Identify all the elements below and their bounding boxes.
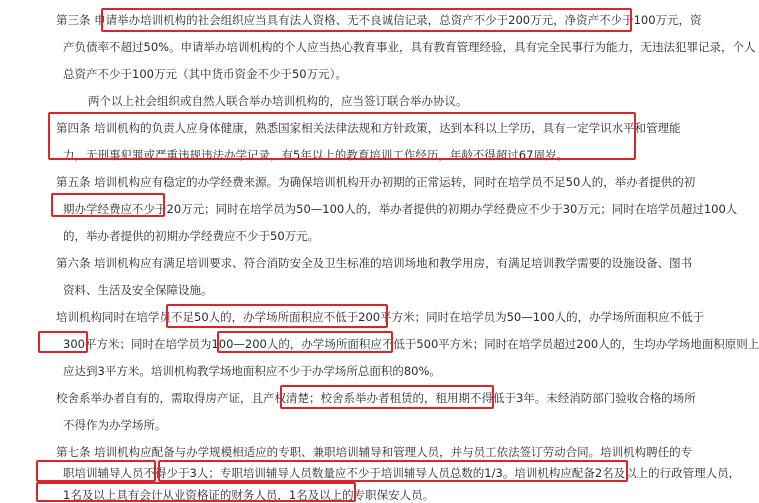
text-line: 第七条 培训机构应配备与办学规模相适应的专职、兼职培训辅导和管理人员，并与员工依法签订劳动合同。培训机构聘任的专: [56, 445, 693, 459]
text-line: 职培训辅导人员不得少于3人；专职培训辅导人员数量应不少于培训辅导人员总数的1/3。培训机构应配备2名及以上的行政管理人员，: [63, 466, 741, 480]
text-line: 校舍系举办者自有的，需取得房产证，且产权清楚；校舍系举办者租赁的，租用期不得低于3年。未经消防部门验收合格的场所: [56, 391, 696, 405]
text-line: 力，无刑事犯罪或严重违规违法办学记录，有5年以上的教育培训工作经历，年龄不得超过67周岁。: [63, 148, 568, 162]
text-line: 300平方米；同时在培学员为100—200人的，办学场所面积应不低于500平方米；同时在培学员超过200人的，生均办学场地面积原则上: [63, 337, 759, 351]
text-line: 总资产不少于100万元（其中货币资金不少于50万元）。: [63, 67, 347, 81]
text-line: 资料、生活及安全保障设施。: [63, 283, 213, 297]
text-line: 应达到3平方米。培训机构教学场地面积应不少于办学场所总面积的80%。: [63, 364, 441, 378]
text-line: 的，举办者提供的初期办学经费应不少于50万元。: [63, 229, 320, 243]
text-line: 产负债率不超过50%。申请举办培训机构的个人应当热心教育事业，具有教育管理经验，具有完全民事行为能力，无违法犯罪记录，个人: [63, 40, 756, 54]
text-line: 第五条 培训机构应有稳定的办学经费来源。为确保培训机构开办初期的正常运转，同时在培学员不足50人的，举办者提供的初: [56, 175, 696, 189]
text-line: 不得作为办学场所。: [63, 418, 167, 432]
text-line: 第六条 培训机构应有满足培训要求、符合消防安全及卫生标准的培训场地和教学用房，有满足培训教学需要的设施设备、图书: [56, 256, 693, 270]
text-line: 培训机构同时在培学员不足50人的，办学场所面积应不低于200平方米；同时在培学员为50—100人的，办学场所面积应不低于: [56, 310, 705, 324]
text-line: 两个以上社会组织或自然人联合举办培训机构的，应当签订联合举办协议。: [88, 94, 468, 108]
text-line: 第三条 申请举办培训机构的社会组织应当具有法人资格、无不良诚信记录，总资产不少于200万元，净资产不少于100万元，资: [56, 13, 702, 27]
text-line: 第四条 培训机构的负责人应身体健康，熟悉国家相关法律法规和方针政策，达到本科以上学历，具有一定学识水平和管理能: [56, 121, 681, 135]
text-line: 1名及以上具有会计从业资格证的财务人员，1名及以上的专职保安人员。: [63, 488, 435, 502]
text-line: 期办学经费应不少于20万元；同时在培学员为50—100人的，举办者提供的初期办学经费应不少于30万元；同时在培学员超过100人: [63, 202, 738, 216]
